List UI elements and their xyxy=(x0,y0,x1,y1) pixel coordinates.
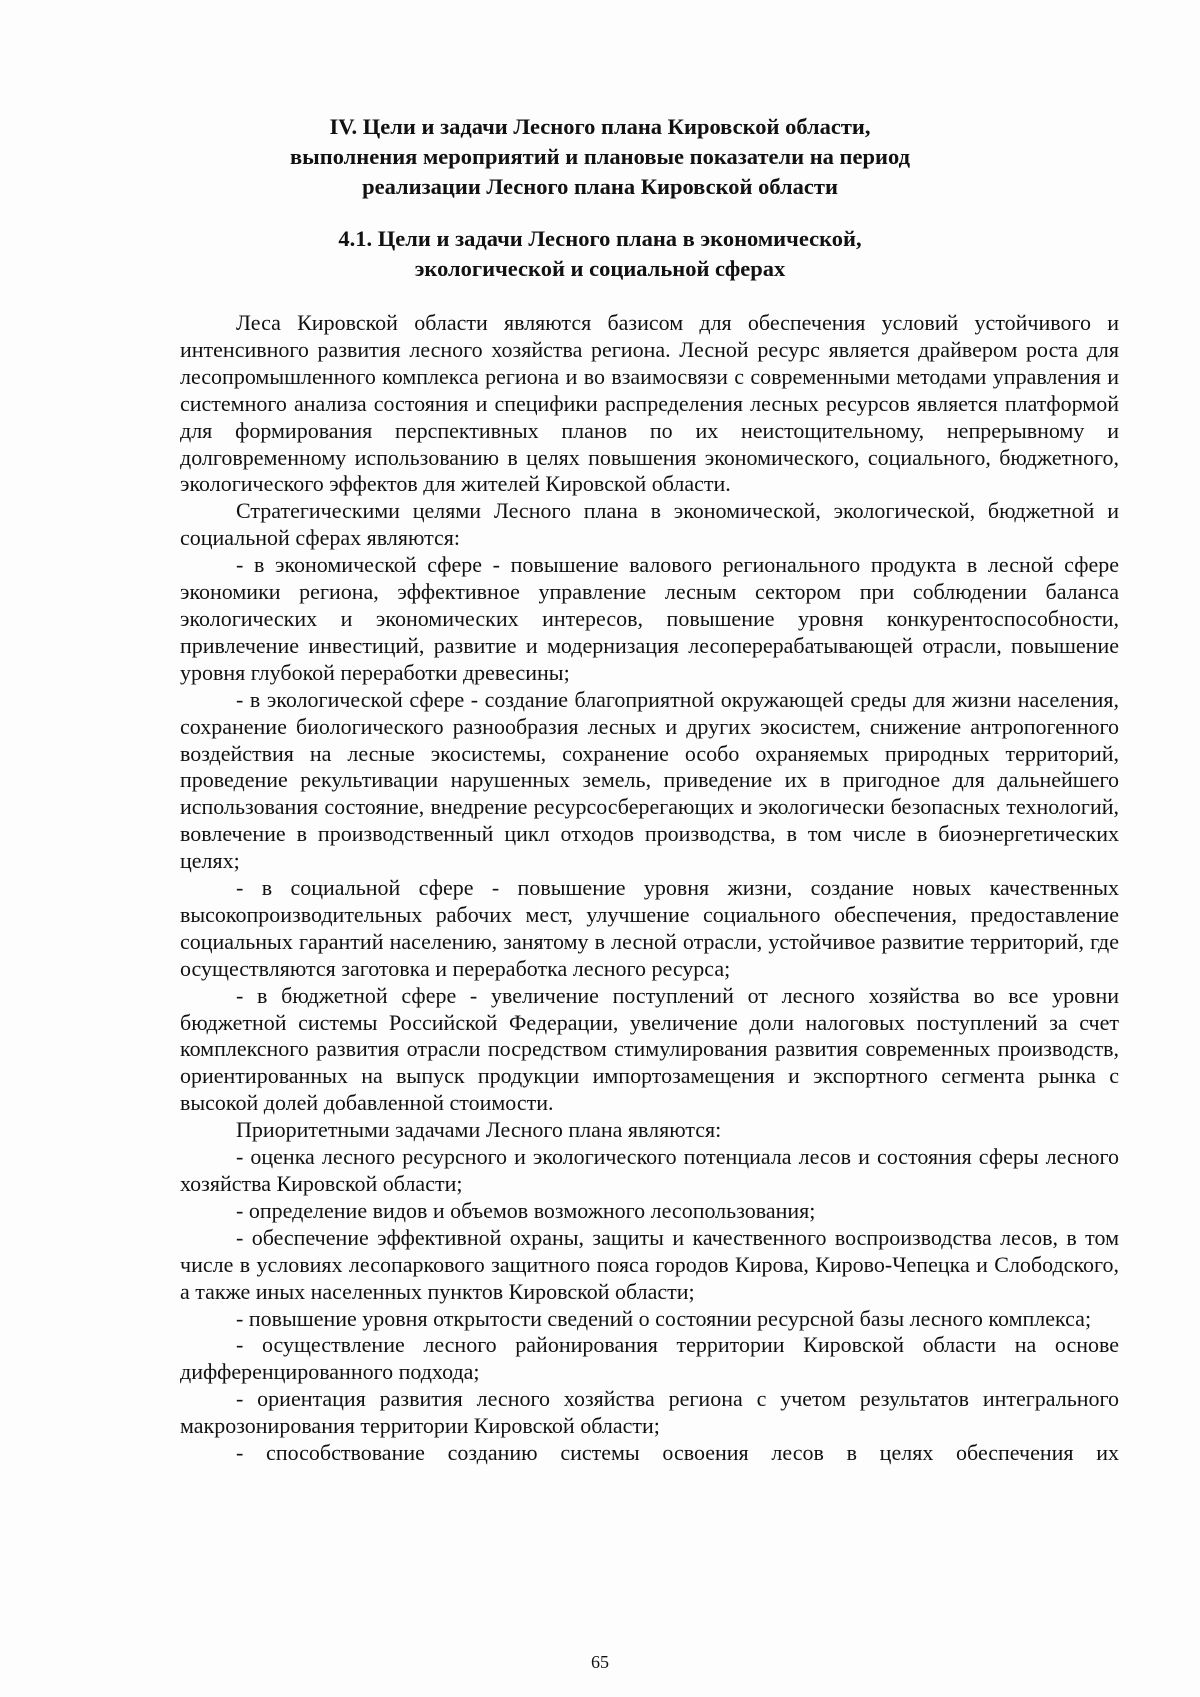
list-item-social: - в социальной сфере - повышение уровня жизни, создание новых качественных высокопроизводительных рабочих мест, улучшение социального обеспечения, предоставление социальных гарантий населению, занятому в лесной отрасли, устойчивое развитие территорий, где осуществляются заготовка и переработка лесного ресурса; xyxy=(180,875,1119,981)
paragraph-priority-tasks: Приоритетными задачами Лесного плана являются: xyxy=(236,1117,722,1143)
paragraph-intro: Леса Кировской области являются базисом для обеспечения условий устойчивого и интенсивного развития лесного хозяйства региона. Лесной ресурс является драйвером роста для лесопромышленного комплекса региона и во взаимосвязи с современными методами управления и системного анализа состояния и специфики распределения лесных ресурсов является платформой для формирования перспективных планов по их неистощительному, непрерывному и долговременному использованию в целях повышения экономического, социального, бюджетного, экологического эффектов для жителей Кировской области. xyxy=(180,310,1119,497)
list-item-economic: - в экономической сфере - повышение валового регионального продукта в лесной сфере экономики региона, эффективное управление лесным сектором при соблюдении баланса экологических и экономических интересов, повышение уровня конкурентоспособности, привлечение инвестиций, развитие и модернизация лесоперерабатывающей отрасли, повышение уровня глубокой переработки древесины; xyxy=(180,552,1119,685)
list-item-task: - повышение уровня открытости сведений о состоянии ресурсной базы лесного комплекса; xyxy=(236,1305,1092,1331)
paragraph-strategic-goals: Стратегическими целями Лесного плана в экономической, экологической, бюджетной и социальной сферах являются: xyxy=(180,498,1119,551)
section-heading-line: выполнения мероприятий и плановые показатели на период xyxy=(290,144,910,169)
section-heading xyxy=(0,112,1200,202)
list-item-task: - обеспечение эффективной охраны, защиты и качественного воспроизводства лесов, в том числе в условиях лесопаркового защитного пояса городов Кирова, Кирово-Чепецка и Слободского, а также иных населенных пунктов Кировской области; xyxy=(180,1224,1119,1304)
subsection-heading-line: 4.1. Цели и задачи Лесного плана в экономической, xyxy=(338,226,862,251)
subsection-heading-line: экологической и социальной сферах xyxy=(414,256,786,281)
section-heading-line: реализации Лесного плана Кировской области xyxy=(362,174,838,199)
list-item-ecological: - в экологической сфере - создание благоприятной окружающей среды для жизни населения, сохранение биологического разнообразия лесных и других экосистем, снижение антропогенного воздействия на лесные экосистемы, сохранение особо охраняемых природных территорий, проведение рекультивации нарушенных земель, приведение их в пригодное для дальнейшего использования состояние, внедрение ресурсосберегающих и экологически безопасных технологий, вовлечение в производственный цикл отходов производства, в том числе в биоэнергетических целях; xyxy=(180,686,1119,874)
page-number: 65 xyxy=(591,1652,609,1672)
list-item-task: - оценка лесного ресурсного и экологического потенциала лесов и состояния сферы лесного хозяйства Кировской области; xyxy=(180,1144,1119,1196)
list-item-task: - способствование созданию системы освоения лесов в целях обеспечения их xyxy=(236,1440,1119,1466)
list-item-task: - определение видов и объемов возможного лесопользования; xyxy=(236,1197,816,1223)
subsection-heading xyxy=(0,224,1200,284)
list-item-task: - ориентация развития лесного хозяйства региона с учетом результатов интегрального макрозонирования территории Кировской области; xyxy=(180,1386,1119,1439)
list-item-task: - осуществление лесного районирования территории Кировской области на основе дифференцированного подхода; xyxy=(180,1332,1119,1385)
body-text xyxy=(180,310,1119,1467)
list-item-budget: - в бюджетной сфере - увеличение поступлений от лесного хозяйства во все уровни бюджетной системы Российской Федерации, увеличение доли налоговых поступлений за счет комплексного развития отрасли посредством стимулирования развития современных производств, ориентированных на выпуск продукции импортозамещения и экспортного сегмента рынка с высокой долей добавленной стоимости. xyxy=(180,982,1119,1116)
section-heading-line: IV. Цели и задачи Лесного плана Кировской области, xyxy=(329,114,871,139)
